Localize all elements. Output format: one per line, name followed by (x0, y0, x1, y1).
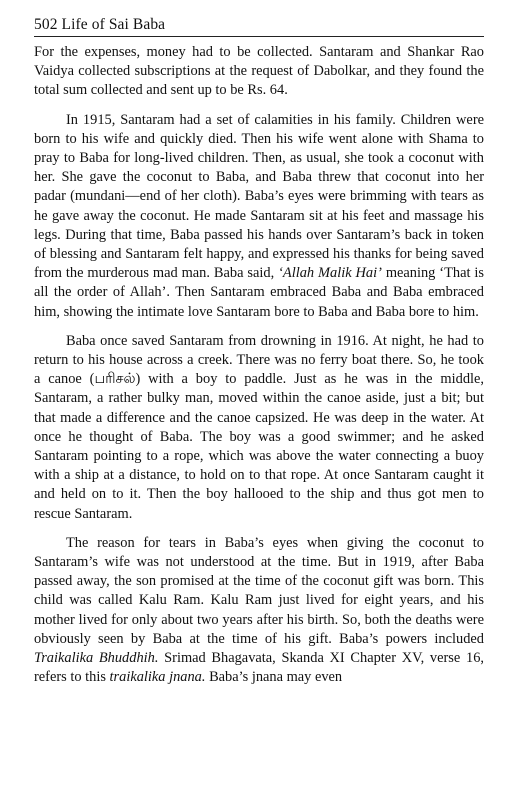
header-rule (34, 36, 484, 37)
running-title: Life of Sai Baba (61, 16, 166, 33)
italic-text: ‘Allah Malik Hai’ (278, 265, 382, 282)
italic-text: Traikalika Bhuddhih. (34, 650, 159, 667)
page-number: 502 (34, 16, 58, 33)
paragraph (34, 43, 484, 101)
paragraph (34, 111, 484, 322)
text-segment: The reason for tears in Baba’s eyes when giving the coconut to Santaram’s wife was not understood at the time. But in 1919, after Baba passed away, the son promised at the time of the coconut gift was born. This child was called Kalu Ram. Kalu Ram just lived for eight years, and his mother lived for only about two years after his birth. So, both the deaths were obviously seen by Baba at the time of his gift. Baba’s powers included (34, 534, 484, 647)
text-segment: Srimad Bhagavata, Skanda XI Chapter XV, verse 16, refers to this (34, 650, 484, 686)
paragraph (34, 534, 484, 688)
text-segment: In 1915, Santaram had a set of calamities in his family. Children were born to his wife and quickly died. Then his wife went alone with Shama to pray to Baba for long-lived children. Then, as usual, she took a coconut with her. She gave the coconut to Baba, and Baba threw that coconut into her padar (mundani—end of her cloth). Baba’s eyes were brimming with tears as he gave away the coconut. He made Santaram sit at his feet and massage his legs. During that time, Baba passed his hands over Santaram’s back in token of blessing and Santaram felt happy, and expressed his thanks for being saved from the murderous mad man. Baba said, (34, 111, 484, 282)
italic-text: traikalika jnana. (109, 669, 206, 686)
text-segment: Baba once saved Santaram from drowning in 1916. At night, he had to return to his house across a creek. There was no ferry boat there. So, he took a canoe (பரிசல்) with a boy to paddle. Just as he was in the middle, Santaram, a rather bulky man, moved within the canoe aside, just a bit; but that made a difference and the canoe capsized. He was deep in the water. At once he thought of Baba. The boy was a good swimmer; and he asked Santaram pointing to a rope, which was above the water connecting a buoy with a ship at a distance, to hold on to that rope. At once Santaram caught it and held on to it. Then the boy hallooed to the ship and thus got men to rescue Santaram. (34, 332, 484, 522)
paragraph (34, 332, 484, 524)
body-text (34, 43, 484, 688)
text-segment: Baba’s jnana may even (205, 669, 343, 686)
running-head (34, 16, 484, 34)
text-segment: For the expenses, money had to be collected. Santaram and Shankar Rao Vaidya collected subscriptions at the request of Dabolkar, and they found the total sum collected and sent up to be Rs. 64. (34, 44, 484, 99)
text-segment: meaning ‘That is all the order of Allah’. Then Santaram embraced Baba and Baba embraced him, showing the intimate love Santaram bore to Baba and Baba bore to him. (34, 265, 484, 320)
